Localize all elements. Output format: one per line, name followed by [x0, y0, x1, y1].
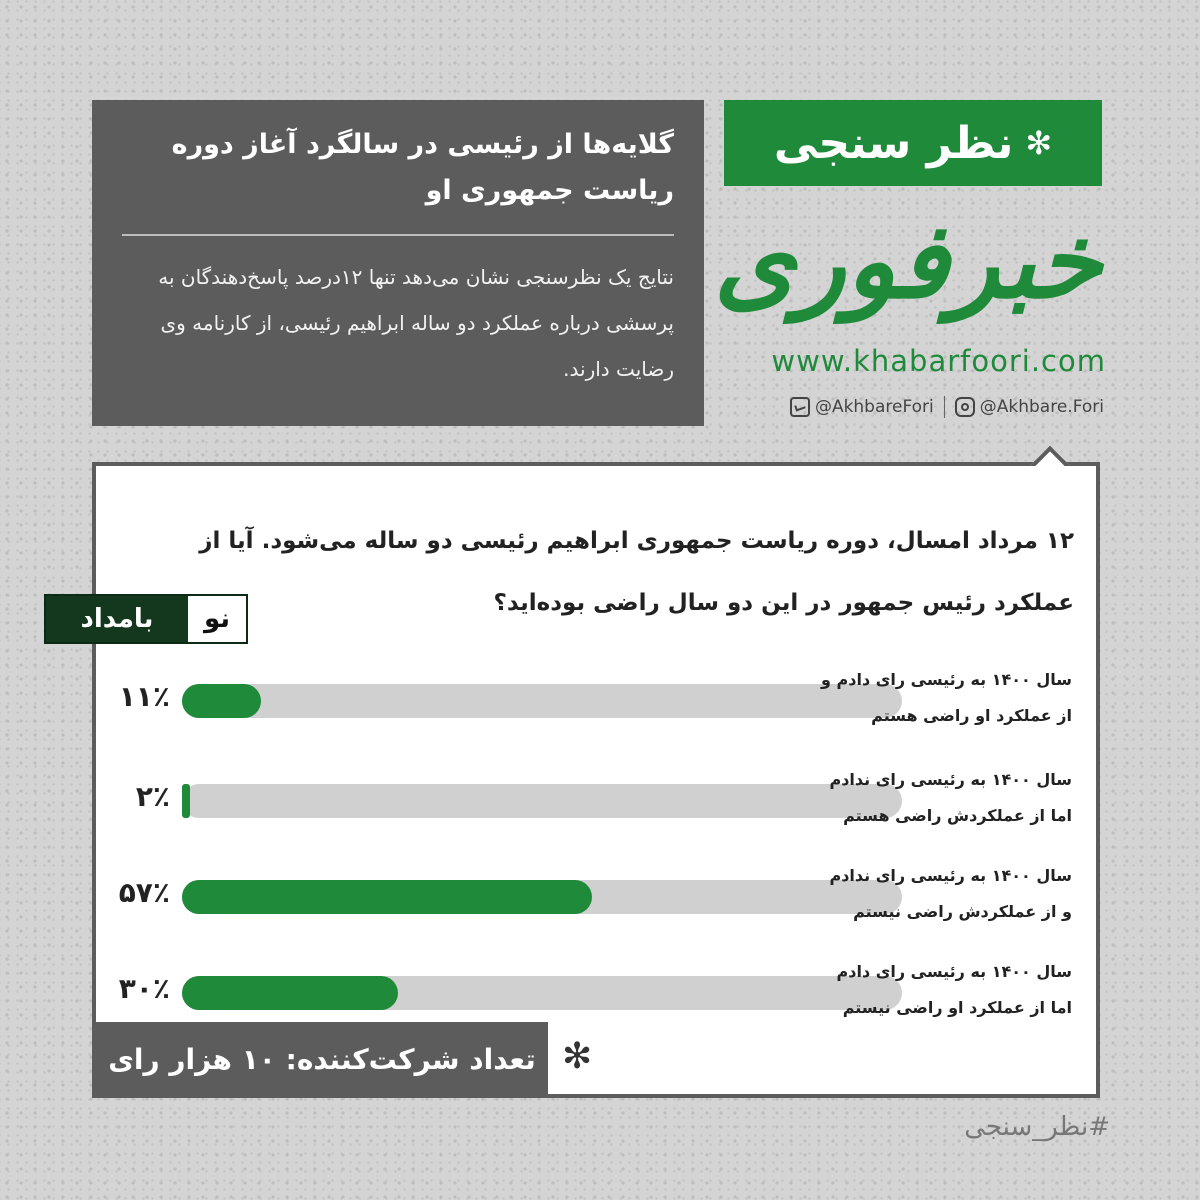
bar-value-label: ۲٪	[135, 780, 170, 813]
bar-value-label: ۳۰٪	[118, 972, 170, 1005]
asterisk-icon: ✻	[1025, 124, 1053, 162]
info-box	[92, 100, 704, 426]
hashtag[interactable]: #نظر_سنجی	[964, 1112, 1110, 1142]
bar-category-label	[810, 762, 1072, 834]
chart-title: ۱۲ مرداد امسال، دوره ریاست جمهوری ابراهیم رئیسی دو ساله می‌شود. آیا از عملکرد رئیس جمهور در این دو سال راضی بوده‌اید؟	[199, 528, 1074, 616]
bar-category-label	[810, 858, 1072, 930]
social-row	[728, 396, 1104, 418]
summary-text: نتایج یک نظرسنجی نشان می‌دهد تنها ۱۲درصد پاسخ‌دهندگان به پرسشی درباره عملکرد دو ساله ابراهیم رئیسی، از کارنامه وی رضایت دارند.	[158, 265, 674, 381]
bar	[182, 684, 261, 718]
poll-badge-label: نظر سنجی	[773, 117, 1014, 169]
bar-category-line: از عملکرد او راضی هستم	[871, 706, 1072, 725]
brand-url[interactable]: www.khabarfoori.com	[771, 344, 1106, 378]
telegram-icon	[790, 397, 810, 417]
social-instagram[interactable]	[955, 397, 1104, 417]
social-divider	[944, 396, 945, 418]
chart-row	[110, 770, 1080, 854]
bar-track	[182, 880, 902, 914]
bar-category-label	[810, 954, 1072, 1026]
bar-category-line: سال ۱۴۰۰ به رئیسی رای ندادم	[829, 770, 1072, 789]
asterisk-icon: ✻	[562, 1036, 593, 1077]
chart-row	[110, 866, 1080, 950]
participants-count: تعداد شرکت‌کننده: ۱۰ هزار رای	[96, 1022, 548, 1096]
bar-category-line: سال ۱۴۰۰ به رئیسی رای ندادم	[829, 866, 1072, 885]
bar-category-line: سال ۱۴۰۰ به رئیسی رای دادم	[836, 962, 1072, 981]
source-badge-suffix: نو	[188, 596, 246, 642]
bar	[182, 880, 592, 914]
social-instagram-handle: @Akhbare.Fori	[979, 397, 1104, 417]
bar	[182, 976, 398, 1010]
social-telegram[interactable]	[790, 397, 934, 417]
bar-category-label	[810, 662, 1072, 734]
info-divider	[122, 234, 674, 236]
bar-category-line: اما از عملکرد او راضی نیستم	[842, 998, 1072, 1017]
bar-track	[182, 684, 902, 718]
bar-category-line: اما از عملکردش راضی هستم	[843, 806, 1072, 825]
bar	[182, 784, 190, 818]
chart-row	[110, 670, 1080, 754]
instagram-icon	[955, 397, 975, 417]
bar-value-label: ۱۱٪	[118, 680, 170, 713]
poll-badge	[724, 100, 1102, 186]
source-badge	[44, 594, 248, 644]
bar-track	[182, 784, 902, 818]
source-badge-name: بامداد	[46, 596, 188, 642]
bar-category-line: سال ۱۴۰۰ به رئیسی رای دادم و	[821, 670, 1072, 689]
bar-value-label: ۵۷٪	[118, 876, 170, 909]
brand-logo: خبرفوری	[713, 199, 1102, 322]
headline: گلایه‌ها از رئیسی در سالگرد آغاز دوره ریاست جمهوری او	[171, 129, 674, 206]
card-notch-cover	[1022, 466, 1082, 502]
social-telegram-handle: @AkhbareFori	[814, 397, 934, 417]
bar-category-line: و از عملکردش راضی نیستم	[853, 902, 1072, 921]
bar-track	[182, 976, 902, 1010]
